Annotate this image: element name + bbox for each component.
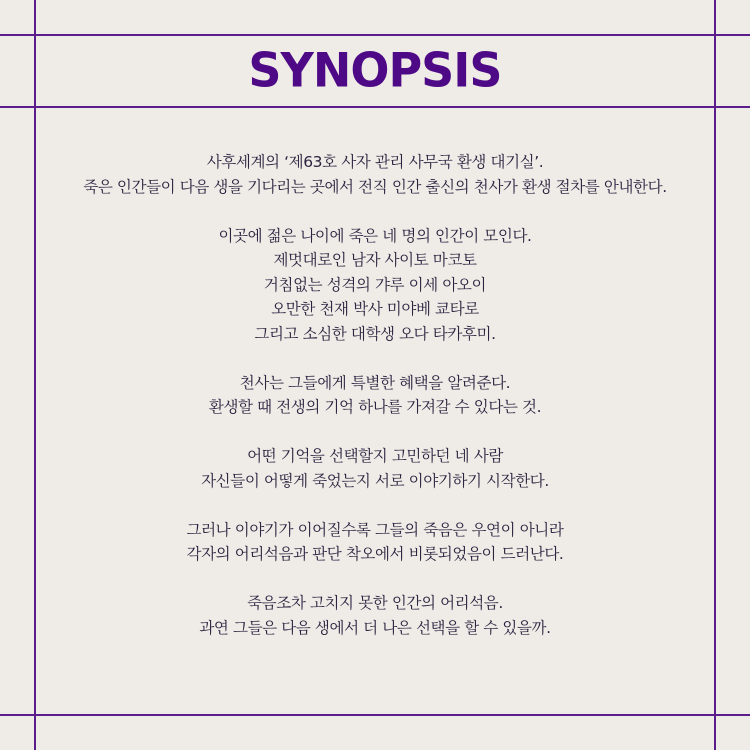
synopsis-line: 그러나 이야기가 이어질수록 그들의 죽음은 우연이 아니라 [186, 520, 564, 539]
synopsis-paragraph [40, 591, 710, 640]
synopsis-paragraph [40, 371, 710, 420]
frame-line-bottom [0, 714, 750, 716]
synopsis-line: 거침없는 성격의 갸루 이세 아오이 [263, 275, 487, 294]
synopsis-line: 자신들이 어떻게 죽었는지 서로 이야기하기 시작한다. [201, 471, 549, 490]
synopsis-line: 그리고 소심한 대학생 오다 타카후미. [254, 324, 496, 343]
synopsis-line: 어떤 기억을 선택할지 고민하던 네 사람 [247, 447, 503, 465]
synopsis-line: 각자의 어리석음과 판단 착오에서 비롯되었음이 드러난다. [186, 545, 564, 563]
frame-line-left [34, 0, 36, 750]
frame-line-right [714, 0, 716, 750]
synopsis-line: 죽음조차 고치지 못한 인간의 어리석음. [247, 594, 503, 612]
synopsis-line: 이곳에 젊은 나이에 죽은 네 명의 인간이 모인다. [218, 226, 532, 245]
synopsis-paragraph [40, 150, 710, 199]
synopsis-line: 제멋대로인 남자 사이토 마코토 [273, 251, 477, 269]
synopsis-line: 과연 그들은 다음 생에서 더 나은 선택을 할 수 있을까. [199, 618, 551, 637]
synopsis-paragraph [40, 444, 710, 493]
page-title: SYNOPSIS [248, 42, 502, 98]
synopsis-body [40, 150, 710, 640]
synopsis-line: 죽은 인간들이 다음 생을 기다리는 곳에서 전직 인간 출신의 천사가 환생 절차를 안내한다. [83, 177, 667, 196]
synopsis-paragraph [40, 518, 710, 567]
synopsis-line: 환생할 때 전생의 기억 하나를 가져갈 수 있다는 것. [208, 398, 542, 416]
synopsis-line: 천사는 그들에게 특별한 혜택을 알려준다. [239, 373, 511, 392]
synopsis-line: 오만한 천재 박사 미야베 쿄타로 [271, 300, 479, 318]
synopsis-paragraph [40, 224, 710, 347]
frame-line-top [0, 34, 750, 36]
frame-line-title-divider [0, 106, 750, 108]
synopsis-line: 사후세계의 ‘제63호 사자 관리 사무국 환생 대기실’. [206, 153, 544, 171]
